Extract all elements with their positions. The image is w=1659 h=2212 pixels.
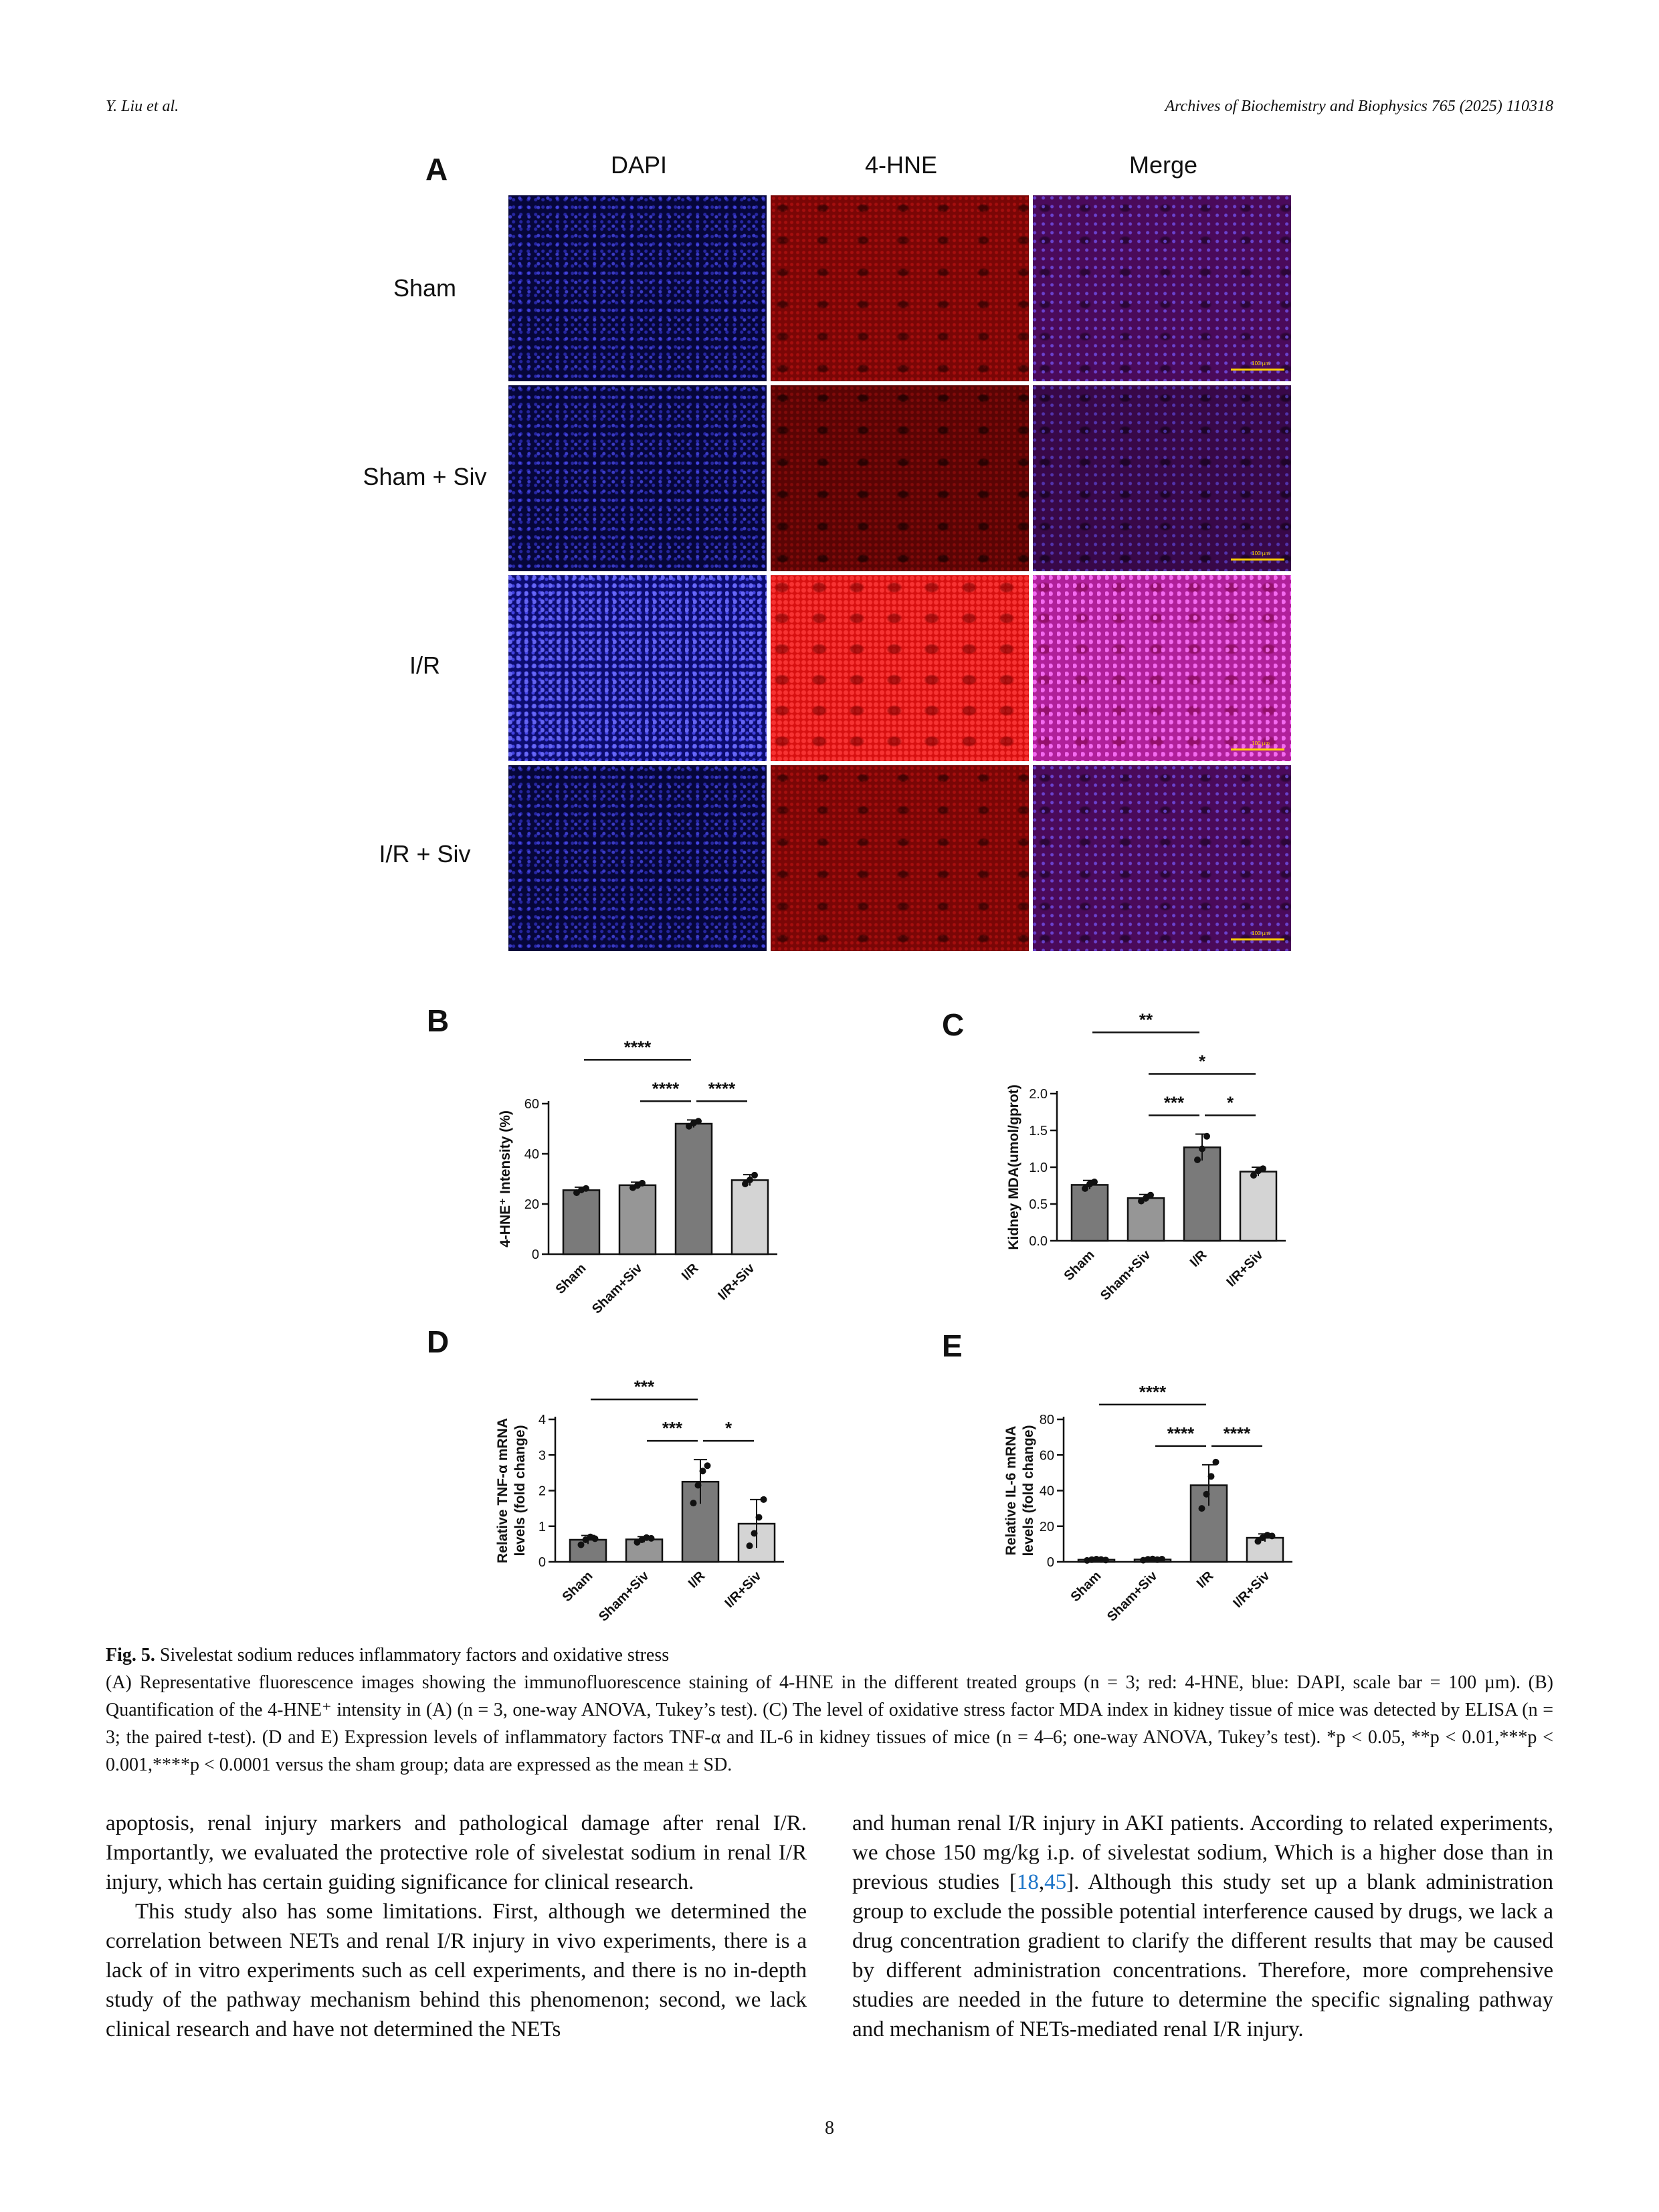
- figure-label: Fig. 5.: [106, 1645, 155, 1666]
- x-tick-label: I/R: [1193, 1568, 1217, 1591]
- data-point: [700, 1468, 706, 1474]
- chart-panel-d: [415, 1311, 843, 1632]
- significance-label: ****: [1167, 1423, 1195, 1443]
- page-number: 8: [825, 2118, 834, 2138]
- data-point: [1147, 1192, 1154, 1199]
- scale-bar: [1231, 559, 1284, 561]
- chart-panel-b: [415, 990, 843, 1338]
- micrograph-ir-4hne: [771, 575, 1029, 761]
- chart-panel-e: [930, 1311, 1358, 1632]
- citation-link[interactable]: 45: [1044, 1870, 1067, 1894]
- data-point: [747, 1542, 753, 1549]
- column-label-dapi: DAPI: [610, 151, 668, 179]
- y-axis-label: Relative IL-6 mRNA: [1003, 1425, 1019, 1556]
- micrograph-sham-4hne: [771, 195, 1029, 381]
- micrograph-sham-dapi: [508, 195, 767, 381]
- bar: [619, 1185, 656, 1254]
- paragraph: This study also has some limitations. First, although we determined the correlation between NETs and renal I/R injury in vivo experiments, there is a lack of in vitro experiments such as cell experiments, and there is no in-depth study of the pathway mechanism behind this phenomenon; second, we lack clinical research and have not determined the NETs: [106, 1900, 807, 2041]
- body-column-left: [106, 1809, 807, 2044]
- scale-bar-label: 100 µm: [1252, 550, 1270, 557]
- x-tick-label: Sham+Siv: [1104, 1568, 1161, 1625]
- micrograph-sham-siv-dapi: [508, 385, 767, 571]
- x-tick-label: Sham+Siv: [589, 1260, 646, 1317]
- panel-letter: D: [427, 1324, 450, 1359]
- data-point: [756, 1514, 763, 1520]
- data-point: [695, 1118, 702, 1124]
- x-tick-label: Sham: [1068, 1568, 1104, 1605]
- y-axis-label: Relative TNF-α mRNA: [495, 1417, 510, 1564]
- x-tick-label: Sham: [1061, 1247, 1098, 1284]
- bar: [1072, 1185, 1108, 1241]
- data-point: [592, 1535, 599, 1542]
- y-tick-label: 60: [1039, 1448, 1054, 1464]
- bar: [1184, 1147, 1220, 1241]
- figure-title: Sivelestat sodium reduces inflammatory factors and oxidative stress: [159, 1645, 670, 1666]
- bar: [626, 1539, 662, 1562]
- y-tick-label: 3: [538, 1448, 546, 1464]
- y-axis-label: levels (fold change): [512, 1425, 528, 1556]
- figure-caption-body: (A) Representative fluorescence images showing the immunofluorescence staining of 4-HNE in the different treated groups (n = 3; red: 4-HNE, blue: DAPI, scale bar = 100 µm). (B) Quantification of the 4-HNE⁺ intensity in (A) (n = 3, one-way ANOVA, Tukey’s test). (C) The level of oxidative stress factor MDA index in kidney tissue of mice was detected by ELISA (n = 3; the paired t-test). (D and E) Expression levels of inflammatory factors TNF-α and IL-6 in kidney tissues of mice (n = 4–6; one-way ANOVA, Tukey’s test). *p < 0.05, **p < 0.01,***p < 0.001,****p < 0.0001 versus the sham group; data are expressed as the mean ± SD.: [106, 1672, 1553, 1775]
- paragraph-text: ]. Although this study set up a blank administration group to exclude the possible potential interference caused by drugs, we lack a drug concentration gradient to clarify the different results that may be caused by different administration concentrations. Therefore, more comprehensive studies are needed in the future to determine the specific signaling pathway and mechanism of NETs-mediated renal I/R injury.: [852, 1870, 1553, 2041]
- significance-label: ***: [662, 1418, 683, 1439]
- paragraph: apoptosis, renal injury markers and pathological damage after renal I/R. Importantly, we evaluated the protective role of sivelestat sodium in renal I/R injury, which has certain guiding significance for clinical research.: [106, 1811, 807, 1894]
- scale-bar: [1231, 748, 1284, 750]
- y-tick-label: 0: [531, 1247, 539, 1262]
- y-tick-label: 40: [524, 1147, 539, 1162]
- chart-panel-c: [930, 990, 1358, 1338]
- y-tick-label: 0: [538, 1555, 546, 1570]
- citation-link[interactable]: 18: [1016, 1870, 1039, 1894]
- significance-label: ****: [652, 1078, 680, 1099]
- y-tick-label: 20: [524, 1197, 539, 1212]
- y-tick-label: 0.5: [1029, 1197, 1048, 1212]
- panel-letter: C: [942, 1007, 965, 1042]
- paragraph-text: and human renal I/R injury in AKI patients. According to related experiments, we chose 150 mg/kg i.p. of sivelestat sodium, Which is a higher dose than in previous studies [: [852, 1811, 1553, 1894]
- data-point: [578, 1541, 585, 1548]
- x-tick-label: I/R+Siv: [715, 1260, 758, 1304]
- panel-letter-a: A: [425, 152, 448, 187]
- data-point: [1203, 1491, 1210, 1498]
- y-axis-label: levels (fold change): [1021, 1425, 1036, 1556]
- micrograph-sham-siv-merge: [1033, 385, 1291, 571]
- y-tick-label: 4: [538, 1413, 546, 1427]
- figure-caption: [106, 1641, 1553, 1779]
- x-tick-label: I/R: [678, 1260, 702, 1284]
- significance-label: *: [1226, 1092, 1234, 1113]
- x-tick-label: Sham+Siv: [595, 1568, 652, 1625]
- data-point: [1208, 1473, 1215, 1480]
- data-point: [1102, 1556, 1109, 1563]
- column-label-4hne: 4-HNE: [864, 151, 938, 179]
- significance-label: ****: [708, 1078, 736, 1099]
- data-point: [1269, 1532, 1276, 1539]
- data-point: [1203, 1133, 1210, 1140]
- scale-bar: [1231, 369, 1284, 371]
- significance-label: *: [1198, 1051, 1206, 1072]
- data-point: [690, 1500, 697, 1506]
- data-point: [583, 1185, 589, 1192]
- bar: [1128, 1198, 1164, 1241]
- bar: [732, 1180, 768, 1254]
- x-tick-label: Sham: [559, 1568, 596, 1605]
- y-axis-label: Kidney MDA(umol/gprot): [1006, 1084, 1021, 1250]
- data-point: [1194, 1157, 1201, 1163]
- y-axis-label: 4-HNE⁺ Intensity (%): [498, 1110, 513, 1247]
- micrograph-ir-siv-dapi: [508, 765, 767, 951]
- x-tick-label: I/R+Siv: [722, 1568, 765, 1611]
- micrograph-ir-siv-4hne: [771, 765, 1029, 951]
- x-tick-label: Sham: [553, 1260, 589, 1298]
- panel-letter: E: [942, 1328, 963, 1363]
- scale-bar-label: 100 µm: [1252, 740, 1270, 746]
- significance-label: ****: [623, 1037, 652, 1058]
- x-tick-label: I/R: [685, 1568, 708, 1591]
- y-tick-label: 60: [524, 1097, 539, 1112]
- scale-bar-label: 100 µm: [1252, 361, 1270, 367]
- y-tick-label: 2: [538, 1484, 546, 1499]
- data-point: [695, 1482, 702, 1489]
- citation-separator: ,: [1038, 1870, 1045, 1894]
- micrograph-sham-siv-4hne: [771, 385, 1029, 571]
- bar: [676, 1124, 712, 1254]
- y-tick-label: 80: [1039, 1413, 1054, 1427]
- x-tick-label: I/R+Siv: [1224, 1247, 1266, 1290]
- significance-label: ***: [1163, 1092, 1185, 1113]
- data-point: [1159, 1556, 1165, 1563]
- row-label-sham: Sham: [393, 274, 457, 302]
- data-point: [648, 1535, 655, 1542]
- scale-bar: [1231, 938, 1284, 940]
- y-tick-label: 1.5: [1029, 1124, 1048, 1138]
- data-point: [1260, 1165, 1266, 1172]
- significance-label: ***: [633, 1377, 655, 1397]
- body-column-right: [852, 1809, 1553, 2044]
- micrograph-ir-merge: [1033, 575, 1291, 761]
- column-label-merge: Merge: [1129, 151, 1198, 179]
- row-label-sham-siv: Sham + Siv: [363, 463, 487, 490]
- data-point: [1199, 1146, 1205, 1152]
- bar: [1240, 1172, 1276, 1241]
- paragraph: [852, 1809, 1553, 2044]
- data-point: [751, 1530, 758, 1536]
- bar: [563, 1190, 599, 1254]
- y-tick-label: 1.0: [1029, 1161, 1048, 1175]
- significance-label: ****: [1139, 1381, 1167, 1402]
- significance-label: ****: [1223, 1423, 1251, 1443]
- data-point: [747, 1177, 753, 1183]
- running-head-journal: Archives of Biochemistry and Biophysics 765 (2025) 110318: [1165, 98, 1553, 115]
- data-point: [1213, 1459, 1219, 1466]
- micrograph-sham-merge: [1033, 195, 1291, 381]
- micrograph-ir-dapi: [508, 575, 767, 761]
- y-tick-label: 0.0: [1029, 1234, 1048, 1249]
- x-tick-label: I/R: [1187, 1247, 1210, 1270]
- data-point: [761, 1496, 767, 1503]
- row-label-ir-siv: I/R + Siv: [379, 840, 471, 868]
- row-label-ir: I/R: [409, 651, 440, 679]
- y-tick-label: 40: [1039, 1484, 1054, 1499]
- y-tick-label: 2.0: [1029, 1087, 1048, 1102]
- micrograph-ir-siv-merge: [1033, 765, 1291, 951]
- y-tick-label: 1: [538, 1519, 546, 1534]
- y-tick-label: 0: [1046, 1555, 1054, 1570]
- scale-bar-label: 100 µm: [1252, 930, 1270, 936]
- data-point: [704, 1462, 711, 1469]
- data-point: [751, 1172, 758, 1179]
- running-head-authors: Y. Liu et al.: [106, 98, 179, 115]
- panel-letter: B: [427, 1003, 450, 1038]
- significance-label: *: [724, 1418, 733, 1439]
- significance-label: **: [1139, 1009, 1153, 1030]
- data-point: [1091, 1179, 1098, 1185]
- x-tick-label: Sham+Siv: [1097, 1247, 1154, 1304]
- data-point: [1199, 1505, 1205, 1512]
- x-tick-label: I/R+Siv: [1230, 1568, 1273, 1611]
- data-point: [639, 1180, 646, 1187]
- y-tick-label: 20: [1039, 1519, 1054, 1534]
